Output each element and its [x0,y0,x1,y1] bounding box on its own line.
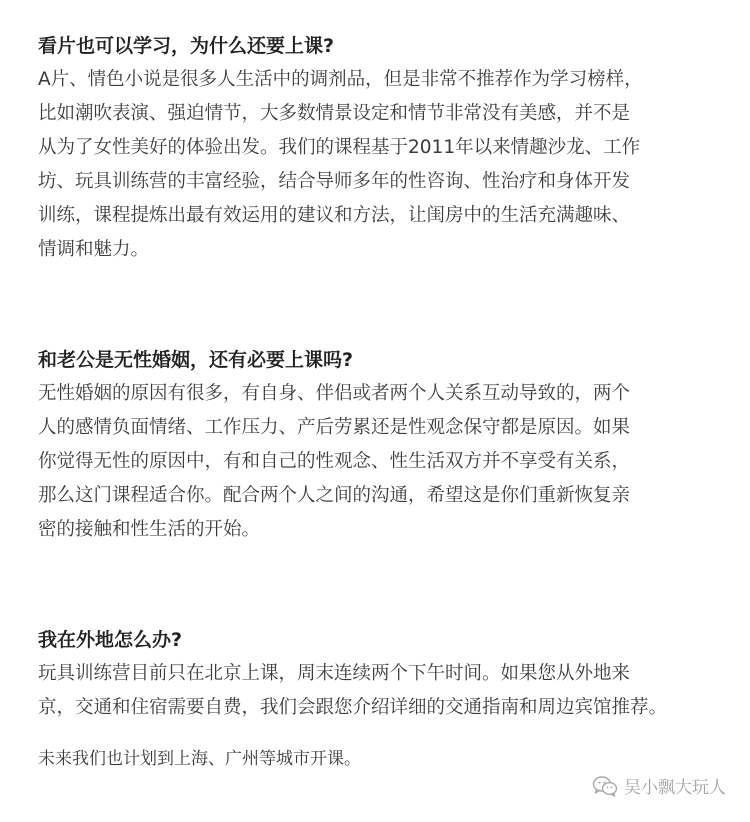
answer-line: 密的接触和性生活的开始。 [38,519,261,540]
answer-line: 你觉得无性的原因中，有和自己的性观念、性生活双方并不享受有关系， [38,451,631,472]
answer-line: 情调和魅力。 [38,239,150,260]
faq-item-watching-films [38,29,718,267]
faq-question: 看片也可以学习，为什么还要上课? [38,35,335,57]
faq-item-out-of-town [38,623,718,725]
faq-answer [38,657,718,725]
faq-answer [38,377,718,547]
answer-line: 从为了女性美好的体验出发。我们的课程基于2011年以来情趣沙龙、工作 [38,137,641,158]
faq-question: 和老公是无性婚姻，还有必要上课吗? [38,349,354,371]
faq-answer [38,63,718,267]
watermark [592,773,726,798]
answer-line: 无性婚姻的原因有很多，有自身、伴侣或者两个人关系互动导致的，两个 [38,383,631,404]
answer-line: 那么这门课程适合你。配合两个人之间的沟通，希望这是你们重新恢复亲 [38,485,631,506]
faq-item-sexless-marriage [38,343,718,547]
answer-line: 比如潮吹表演、强迫情节，大多数情景设定和情节非常没有美感，并不是 [38,103,631,124]
answer-line: 训练，课程提炼出最有效运用的建议和方法，让闺房中的生活充满趣味、 [38,205,631,226]
answer-line: 人的感情负面情绪、工作压力、产后劳累还是性观念保守都是原因。如果 [38,417,631,438]
answer-line: 玩具训练营目前只在北京上课，周末连续两个下午时间。如果您从外地来 [38,663,631,684]
answer-line: 坊、玩具训练营的丰富经验，结合导师多年的性咨询、性治疗和身体开发 [38,171,631,192]
closing-line: 未来我们也计划到上海、广州等城市开课。 [38,749,361,769]
faq-question: 我在外地怎么办? [38,629,183,651]
wechat-icon [592,775,618,797]
answer-line: 京，交通和住宿需要自费，我们会跟您介绍详细的交通指南和周边宾馆推荐。 [38,697,668,718]
watermark-text: 吴小飘大玩人 [624,778,726,798]
answer-line: A片、情色小说是很多人生活中的调剂品，但是非常不推荐作为学习榜样， [38,69,643,90]
